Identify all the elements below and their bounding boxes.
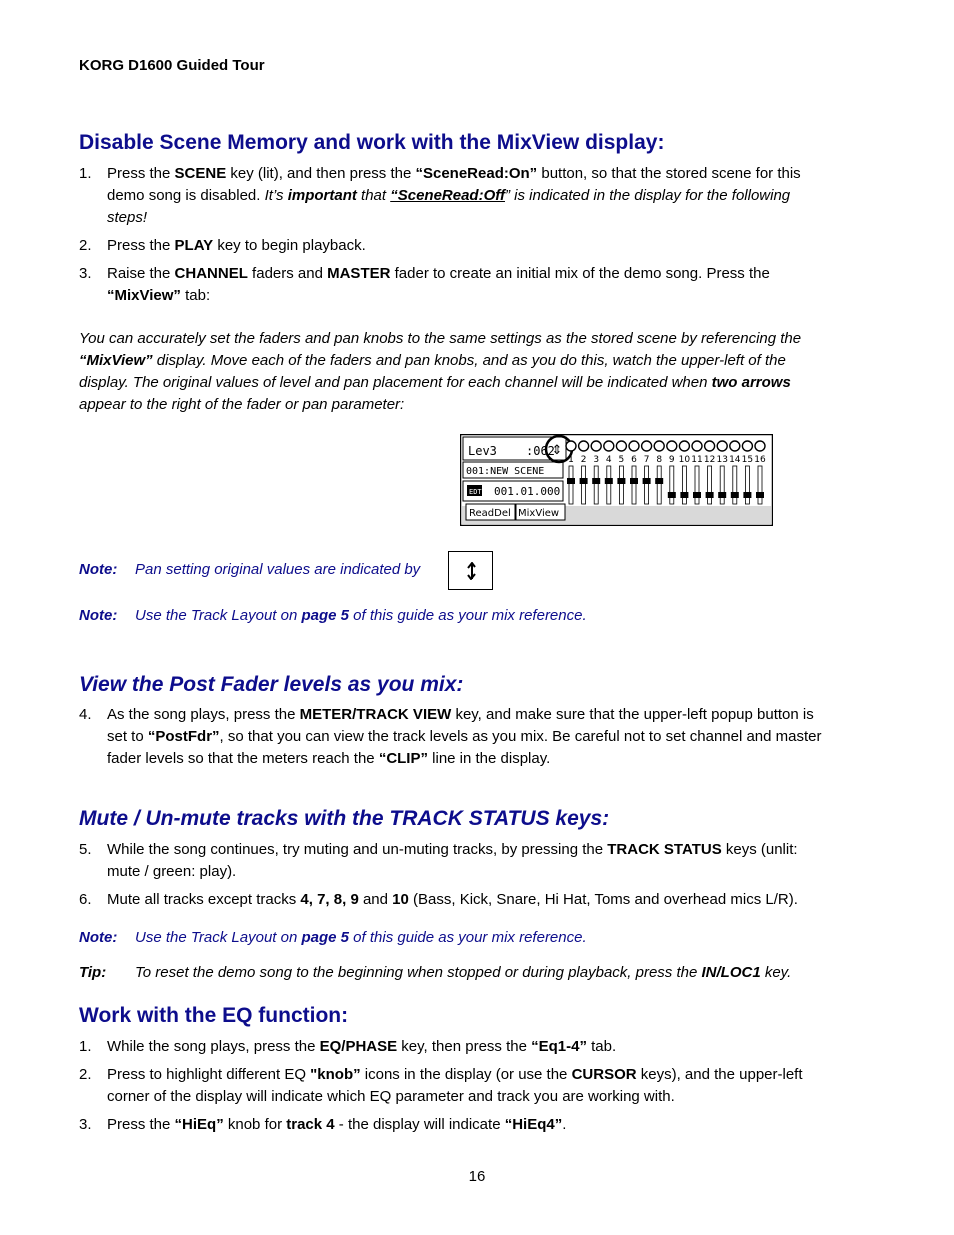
fader-cap	[580, 478, 588, 484]
lcd-track-number: 14	[729, 455, 741, 465]
tip-label: Tip:	[79, 964, 107, 981]
lcd-level-label: Lev3	[468, 444, 497, 458]
step-number: 4.	[79, 706, 92, 723]
step-number: 5.	[79, 841, 92, 858]
lcd-track-number: 2	[580, 455, 587, 465]
fader-cap	[630, 478, 638, 484]
pan-knob-icon	[705, 441, 715, 451]
emphasis: that	[356, 187, 391, 204]
text: Use the Track Layout on	[135, 929, 302, 946]
pan-knob-icon	[616, 441, 626, 451]
tip-reset-song	[79, 962, 839, 984]
pan-knob-icon	[679, 441, 689, 451]
fader-cap	[731, 492, 739, 498]
fader-rail	[758, 466, 762, 504]
text: icons in the display (or use the	[360, 1066, 572, 1083]
double-arrow-icon	[464, 562, 478, 580]
key-name: TRACK STATUS	[607, 841, 722, 858]
text: fader to create an initial mix of the demo song. Press the	[390, 265, 770, 282]
text: faders and	[247, 265, 328, 282]
page-reference: page 5	[301, 607, 350, 624]
pan-knob-icon	[604, 441, 614, 451]
lcd-tab-mixview: MixView	[518, 508, 560, 519]
step-2-play	[79, 235, 824, 257]
fader-rail	[682, 466, 686, 504]
text: keys), and the upper-left corner of the display will indicate which EQ parameter and track you are working with.	[107, 1066, 803, 1105]
pan-knob-icon	[717, 441, 727, 451]
step-eq-3	[79, 1114, 824, 1136]
text: Press the	[107, 237, 175, 254]
step-4-meter-view	[79, 704, 824, 770]
lcd-track-number: 1	[568, 455, 574, 465]
step-number: 2.	[79, 1066, 92, 1083]
fader-cap	[643, 478, 651, 484]
lcd-track-number: 6	[631, 455, 637, 465]
text: knob for	[223, 1116, 287, 1133]
lcd-track-number: 15	[741, 455, 754, 465]
text: key (lit), and then press the	[226, 165, 416, 182]
display-name: “MixView”	[79, 352, 153, 369]
text: , so that you can view the track levels as you mix. Be careful not to set channel and master fader levels so that the meters reach the	[107, 728, 822, 767]
text: Mute all tracks except tracks	[107, 891, 301, 908]
fader-rail	[582, 466, 586, 504]
step-eq-1	[79, 1036, 824, 1058]
pan-original-value-icon	[448, 551, 493, 590]
lcd-track-number: 3	[593, 455, 600, 465]
step-number: 1.	[79, 1038, 92, 1055]
mixview-lcd-screen	[460, 434, 773, 526]
key-name: IN/LOC1	[701, 964, 761, 981]
fader-cap	[617, 478, 625, 484]
step-number: 1.	[79, 165, 92, 182]
emphasis-bold: two arrows	[711, 374, 791, 391]
step-number: 6.	[79, 891, 92, 908]
fader-rail	[720, 466, 724, 504]
key-name: MASTER	[327, 265, 391, 282]
lcd-edit-label: EDT	[469, 488, 482, 496]
text: Press the	[107, 1116, 175, 1133]
button-name: “PostFdr”	[147, 728, 220, 745]
pan-knob-icon	[742, 441, 752, 451]
pan-knob-icon	[730, 441, 740, 451]
pan-knob-icon	[629, 441, 639, 451]
step-number: 2.	[79, 237, 92, 254]
text: You can accurately set the faders and pan knobs to the same settings as the stored scene by referencing the	[79, 330, 802, 347]
step-number: 3.	[79, 265, 92, 282]
fader-cap	[655, 478, 663, 484]
pan-knob-icon	[642, 441, 652, 451]
section-heading-track-status: Mute / Un-mute tracks with the TRACK STATUS keys:	[79, 807, 610, 830]
pan-knob-icon	[579, 441, 589, 451]
page-number: 16	[468, 1168, 486, 1185]
pan-knob-icon	[667, 441, 677, 451]
button-name: “SceneRead:On”	[415, 165, 538, 182]
fader-rail	[745, 466, 749, 504]
text: of this guide as your mix reference.	[349, 929, 587, 946]
text: key to begin playback.	[213, 237, 366, 254]
text: display. Move each of the faders and pan knobs, and as you do this, watch the upper-left of the display. The original values of level and pan placement for each channel will be indicated when	[79, 352, 786, 391]
track-name: track 4	[286, 1116, 335, 1133]
fader-rail	[670, 466, 674, 504]
section-heading-eq: Work with the EQ function:	[79, 1004, 349, 1027]
text: appear to the right of the fader or pan parameter:	[79, 396, 405, 413]
fader-cap	[605, 478, 613, 484]
text: As the song plays, press the	[107, 706, 300, 723]
fader-cap	[693, 492, 701, 498]
step-5-mute	[79, 839, 824, 883]
note-text: Pan setting original values are indicated by	[135, 561, 421, 578]
step-eq-2	[79, 1064, 824, 1108]
tab-name: “MixView”	[107, 287, 181, 304]
text: While the song continues, try muting and un-muting tracks, by pressing the	[107, 841, 608, 858]
text: Press the	[107, 165, 175, 182]
fader-rail	[695, 466, 699, 504]
text: button, so that the stored scene for this demo song is disabled.	[107, 165, 801, 204]
key-name: EQ/PHASE	[319, 1038, 398, 1055]
text: (Bass, Kick, Snare, Hi Hat, Toms and overhead mics L/R).	[408, 891, 798, 908]
text: Press to highlight different EQ	[107, 1066, 311, 1083]
page-reference: page 5	[301, 929, 350, 946]
pan-knob-icon	[692, 441, 702, 451]
mixview-paragraph	[79, 328, 824, 416]
display-term: “CLIP”	[378, 750, 428, 767]
fader-cap	[718, 492, 726, 498]
text: key, then press the	[397, 1038, 532, 1055]
text: - the display will indicate	[334, 1116, 505, 1133]
note-label: Note:	[79, 561, 118, 578]
fader-rail	[594, 466, 598, 504]
fader-cap	[756, 492, 764, 498]
note-label: Note:	[79, 607, 118, 624]
key-name: CHANNEL	[174, 265, 248, 282]
fader-rail	[619, 466, 623, 504]
track-numbers: 4, 7, 8, 9	[300, 891, 359, 908]
lcd-track-number: 8	[656, 455, 663, 465]
key-name: PLAY	[174, 237, 214, 254]
emphasis-underlined: “SceneRead:Off	[390, 187, 505, 204]
tab-name: “Eq1-4”	[531, 1038, 587, 1055]
pan-knob-icon	[654, 441, 664, 451]
text: key.	[760, 964, 792, 981]
lcd-track-number: 7	[643, 455, 650, 465]
note-mix-reference	[79, 605, 839, 627]
step-1-disable-scene	[79, 163, 824, 229]
step-number: 3.	[79, 1116, 92, 1133]
fader-rail	[733, 466, 737, 504]
lcd-level-value: :062	[526, 444, 555, 458]
text: Raise the	[107, 265, 175, 282]
document-header: KORG D1600 Guided Tour	[79, 57, 265, 74]
text: tab:	[180, 287, 211, 304]
lcd-track-number: 4	[605, 455, 612, 465]
text: keys (unlit: mute / green: play).	[107, 841, 798, 880]
text: line in the display.	[427, 750, 551, 767]
text: key, and make sure that the upper-left popup button is set to	[107, 706, 814, 745]
fader-cap	[567, 478, 575, 484]
text: To reset the demo song to the beginning when stopped or during playback, press the	[135, 964, 702, 981]
fader-rail	[607, 466, 611, 504]
lcd-channel-strips	[552, 441, 766, 504]
section-heading-post-fader: View the Post Fader levels as you mix:	[79, 673, 464, 696]
note-mix-reference-2	[79, 927, 839, 949]
lcd-track-number: 13	[716, 455, 728, 465]
lcd-track-number: 16	[754, 455, 766, 465]
pan-knob-icon	[755, 441, 765, 451]
lcd-time: 001.01.000	[494, 485, 561, 498]
fader-rail	[657, 466, 661, 504]
key-name: METER/TRACK VIEW	[299, 706, 452, 723]
step-6-mute-all	[79, 889, 824, 911]
fader-rail	[708, 466, 712, 504]
step-3-raise-faders	[79, 263, 824, 307]
original-value-arrows-icon: ⇕	[551, 443, 563, 458]
lcd-scene-name: 001:NEW SCENE	[466, 466, 545, 477]
lcd-track-number: 10	[678, 455, 691, 465]
text: and	[358, 891, 393, 908]
text: .	[562, 1116, 567, 1133]
text: While the song plays, press the	[107, 1038, 320, 1055]
lcd-tab-readdel: ReadDel	[469, 508, 511, 519]
text: Use the Track Layout on	[135, 607, 302, 624]
fader-cap	[743, 492, 751, 498]
fader-rail	[632, 466, 636, 504]
lcd-track-number: 9	[668, 455, 675, 465]
key-name: CURSOR	[571, 1066, 637, 1083]
lcd-track-number: 11	[691, 455, 703, 465]
fader-cap	[680, 492, 688, 498]
note-label: Note:	[79, 929, 118, 946]
pan-knob-icon	[566, 441, 576, 451]
emphasis-bold: important	[287, 187, 357, 204]
fader-rail	[569, 466, 573, 504]
section-heading-scene-memory: Disable Scene Memory and work with the MixView display:	[79, 131, 665, 154]
fader-cap	[668, 492, 676, 498]
text: of this guide as your mix reference.	[349, 607, 587, 624]
fader-rail	[645, 466, 649, 504]
lcd-track-number: 12	[703, 455, 716, 465]
text: tab.	[586, 1038, 617, 1055]
emphasis: ” is indicated in the display for the following steps!	[107, 187, 791, 226]
fader-cap	[592, 478, 600, 484]
emphasis: It’s	[264, 187, 288, 204]
pan-knob-icon	[591, 441, 601, 451]
key-name: SCENE	[174, 165, 227, 182]
lcd-track-number: 5	[618, 455, 625, 465]
fader-cap	[706, 492, 714, 498]
knob-name: “HiEq”	[174, 1116, 224, 1133]
icon-name: "knob”	[310, 1066, 361, 1083]
track-number: 10	[392, 891, 409, 908]
display-term: “HiEq4”	[504, 1116, 563, 1133]
